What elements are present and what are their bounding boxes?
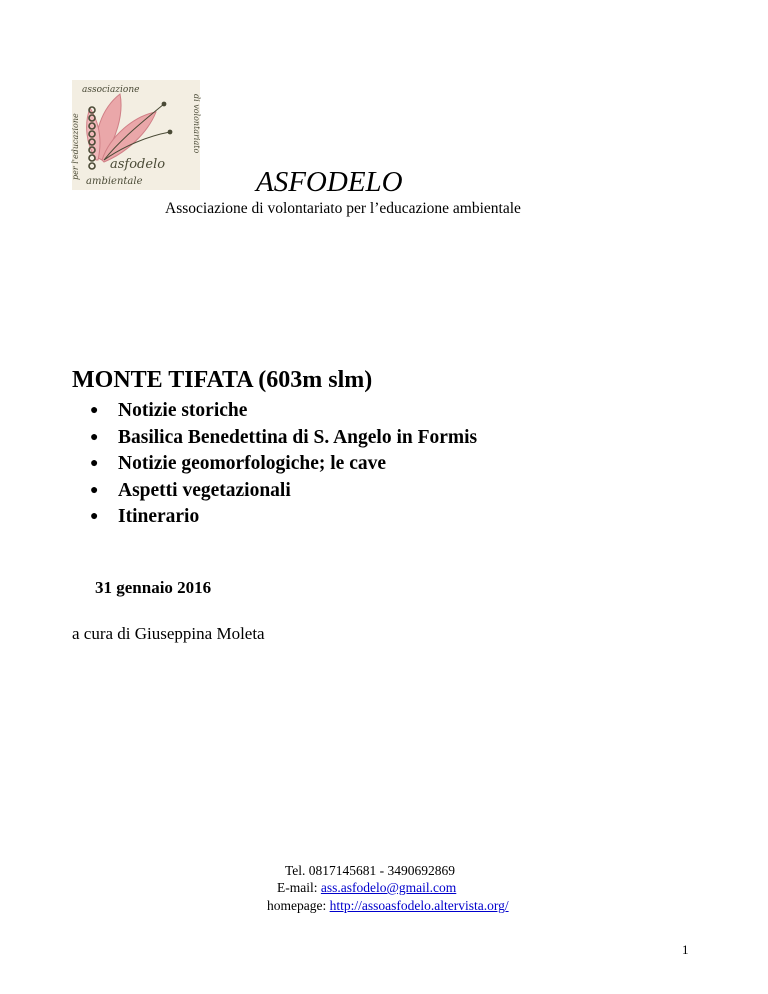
topic-label: Notizie geomorfologiche; le cave — [118, 453, 387, 474]
author-line: a cura di Giuseppina Moleta — [72, 624, 265, 643]
list-item — [90, 425, 477, 452]
bullet-icon: ● — [90, 403, 99, 418]
org-tagline: Associazione di volontariato per l’educazione ambientale — [165, 200, 521, 217]
page-number: 1 — [682, 942, 689, 957]
bullet-icon: ● — [90, 456, 99, 471]
event-date: 31 gennaio 2016 — [95, 578, 212, 597]
bullet-icon: ● — [90, 429, 99, 445]
bullet-icon: ● — [90, 482, 99, 498]
contact-email-line — [277, 880, 456, 896]
email-label: E-mail: — [277, 880, 321, 895]
logo-caption-top: associazione — [82, 85, 140, 95]
email-link[interactable]: ass.asfodelo@gmail.com — [320, 880, 457, 895]
asphodel-flower-icon — [72, 80, 200, 190]
topic-label: Aspetti vegetazionali — [118, 479, 291, 501]
logo-caption-left: per l'educazione — [71, 113, 80, 180]
list-item — [90, 398, 477, 425]
contact-phone: Tel. 0817145681 - 3490692869 — [285, 863, 456, 878]
list-item — [90, 478, 477, 505]
list-item — [90, 504, 477, 531]
logo-caption-right: di volontariato — [192, 94, 201, 154]
logo-caption-bottom: ambientale — [86, 176, 143, 187]
topic-label: Basilica Benedettina di S. Angelo in Formis — [118, 426, 478, 448]
org-name: ASFODELO — [256, 166, 403, 198]
contact-homepage-line — [267, 898, 509, 914]
asfodelo-logo — [72, 80, 200, 190]
document-title: MONTE TIFATA (603m slm) — [72, 367, 373, 393]
homepage-label: homepage: — [267, 898, 330, 913]
topics-list — [90, 398, 477, 531]
topic-label: Notizie storiche — [118, 400, 248, 421]
list-item — [90, 451, 477, 478]
homepage-link[interactable]: http://assoasfodelo.altervista.org/ — [329, 898, 509, 913]
logo-caption-name: asfodelo — [110, 157, 166, 172]
bullet-icon: ● — [90, 509, 99, 524]
topic-label: Itinerario — [118, 506, 200, 527]
